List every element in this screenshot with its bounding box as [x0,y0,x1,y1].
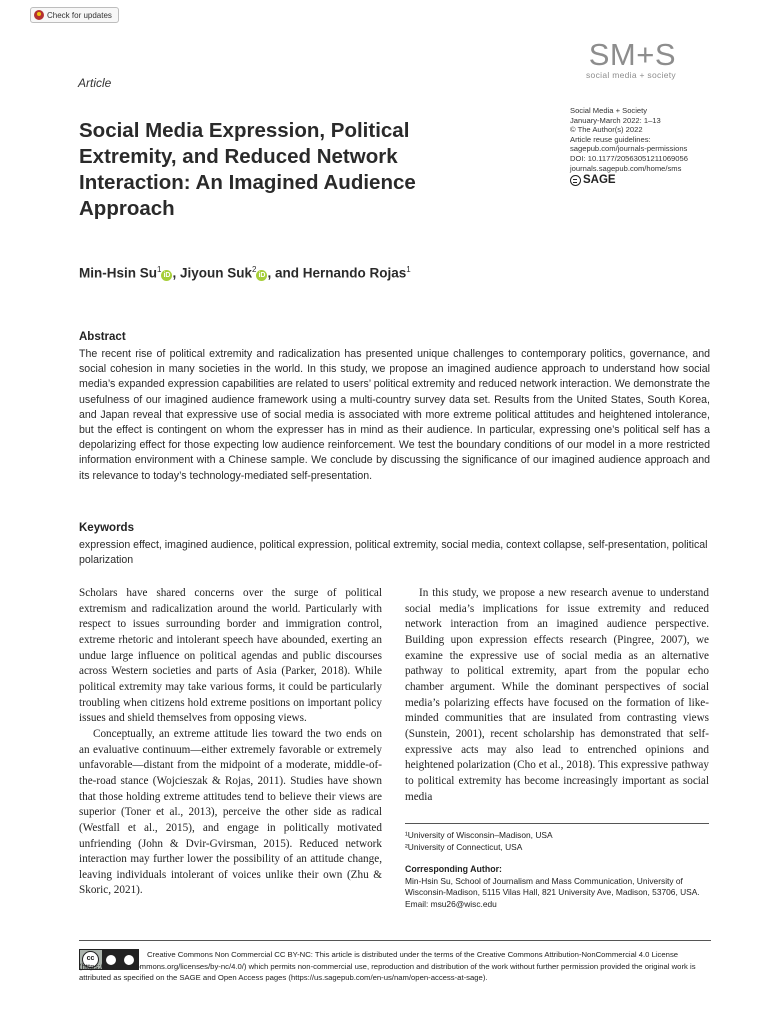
abstract-text: The recent rise of political extremity and radicalization has presented unique challenges to contemporary politics, governance, and social cohesion in many societies in the world. In this study, we propose an imagined audience approach to understand how social media’s expanded expression capabilities are related to users’ political extremity and reduced network interaction. We demonstrate the usefulness of our imagined audience framework using a multi-country survey data set. Results from the United States, South Korea, and Japan reveal that expressive use of social media is associated with more extreme political attitudes and heightened intolerance, but the effect is contingent on whom the expresser has in mind as their audience. In particular, expressing one’s political self has a depolarizing effect for those expecting low audience reinforcement. We test the boundary conditions of our model in a more restricted information environment with a Chinese sample. We conclude by discussing the significance of our imagined audience approach and its relevance to today’s technology-mediated self-presentation. [79,348,710,482]
publisher-name: SAGE [583,173,616,186]
corresponding-author-address: Min-Hsin Su, School of Journalism and Mass Communication, University of Wisconsin-Madison, 5115 Vilas Hall, 821 University Ave, Madison, 53706, USA. [405,875,700,898]
keywords-heading: Keywords [79,522,134,534]
author-name: Hernando Rojas [302,265,407,281]
doi-link[interactable]: DOI: 10.1177/20563051211069056 [570,153,688,163]
reuse-guidelines-label: Article reuse guidelines: [570,134,651,144]
corresponding-author-heading: Corresponding Author: [405,864,502,874]
copyright: © The Author(s) 2022 [570,125,643,135]
footnote-divider [405,823,709,824]
check-for-updates-label: Check for updates [47,10,112,20]
keywords-text: expression effect, imagined audience, political expression, political extremity, social media, context collapse, self-presentation, political polarization [79,539,708,567]
journal-issue: January-March 2022: 1–13 [570,115,661,125]
author-separator: , [172,265,180,281]
journal-home-link[interactable]: journals.sagepub.com/home/sms [570,163,682,173]
author-affiliation-marker: 1 [406,265,411,274]
license-divider [79,940,711,941]
affiliations [405,829,553,853]
author-affiliation-marker: 1 [157,265,162,274]
journal-logo-main: SM+S [588,37,676,72]
crossmark-icon [34,10,44,20]
corresponding-author-email[interactable]: Email: msu26@wisc.edu [405,898,497,909]
article-type-label: Article [78,76,112,90]
orcid-icon[interactable]: iD [258,271,266,279]
body-column-right [405,586,709,805]
cc-icon: cc [82,951,99,968]
body-paragraph: In this study, we propose a new research avenue to understand social media’s implications for issue extremity and reduced network interaction from an imagined audience perspective. Building upon expression effects research (Pingree, 2007), we examine the expressive use of social media as an alternative pathway to political extremity, apart from the popular echo chamber argument. While the dominant perspectives of social media’s polarizing effects have focused on the formation of like-minded communities that are insulated from contrasting views (Sunstein, 2001), recent scholarship has demonstrated that self-expressive acts may also lead to entrenched opinions and heightened polarization (Cho et al., 2018). This expressive pathway to political extremity has become increasingly important as social media [405,587,709,803]
body-paragraph: Conceptually, an extreme attitude lies toward the two ends on an evaluative continuum—either extremely favorable or extremely unfavorable—distant from the midpoint of a moderate, middle-of-the-road stance (Wojcieszak & Rojas, 2011). Studies have shown that those holding extreme attitudes tend to believe their views are superior (Toner et al., 2013), perceive the other side as radical (Westfall et al., 2015), and engage in politically motivated unfriending (John & Dvir-Gvirsman, 2015). Reduced network interaction may further lower the possibility of an attitude change, leaving individuals intolerant of voices unlike their own (Zhu & Skoric, 2021). [79,727,382,897]
article-title: Social Media Expression, Political Extremity, and Reduced Network Interaction: An Imagined Audience Approach [79,119,416,220]
abstract-heading: Abstract [79,331,126,343]
license-statement: Creative Commons Non Commercial CC BY-NC: This article is distributed under the terms of the Creative Commons Attribution-NonCommercial 4.0 License (https://creativecommons.org/licenses/by-nc/4.0/) which permits non-commercial use, reproduction and distribution of the work without further permission provided the original work is attributed as specified on the SAGE and Open Access pages (https://us.sagepub.com/en-us/nam/open-access-at-sage). [79,950,696,983]
author-name: Min-Hsin Su [79,265,157,281]
license-text [79,949,719,984]
journal-name: Social Media + Society [570,106,648,115]
permissions-link[interactable]: sagepub.com/journals-permissions [570,144,688,154]
body-paragraph: Scholars have shared concerns over the surge of political extremism and radicalization around the world. Particularly with respect to issues surrounding border and immigration control, extreme rhetoric and intolerant speech have abounded, exerting an undue large influence on political agendas and public discourses across Western societies and parts of Asia (Parker, 2018). While political extremity may take various forms, it could be particularly troubling when citizens hold extreme positions on important policy issues and shield themselves from opposing views. [79,587,382,725]
author-separator: , and [267,265,303,281]
journal-meta [570,106,688,186]
sage-icon [570,175,581,186]
affiliation-2: ²University of Connecticut, USA [405,842,523,852]
author-affiliation-marker: 2 [251,265,257,274]
check-for-updates-button[interactable] [30,7,119,23]
journal-logo-subtitle: social media + society [586,70,676,80]
orcid-icon[interactable]: iD [163,271,171,279]
body-column-left [79,586,382,899]
affiliation-1: ¹University of Wisconsin–Madison, USA [405,830,553,840]
corresponding-author [405,864,715,910]
author-list [79,265,411,281]
journal-logo [556,38,676,80]
publisher-logo [570,175,688,186]
author-name: Jiyoun Suk [179,265,252,281]
